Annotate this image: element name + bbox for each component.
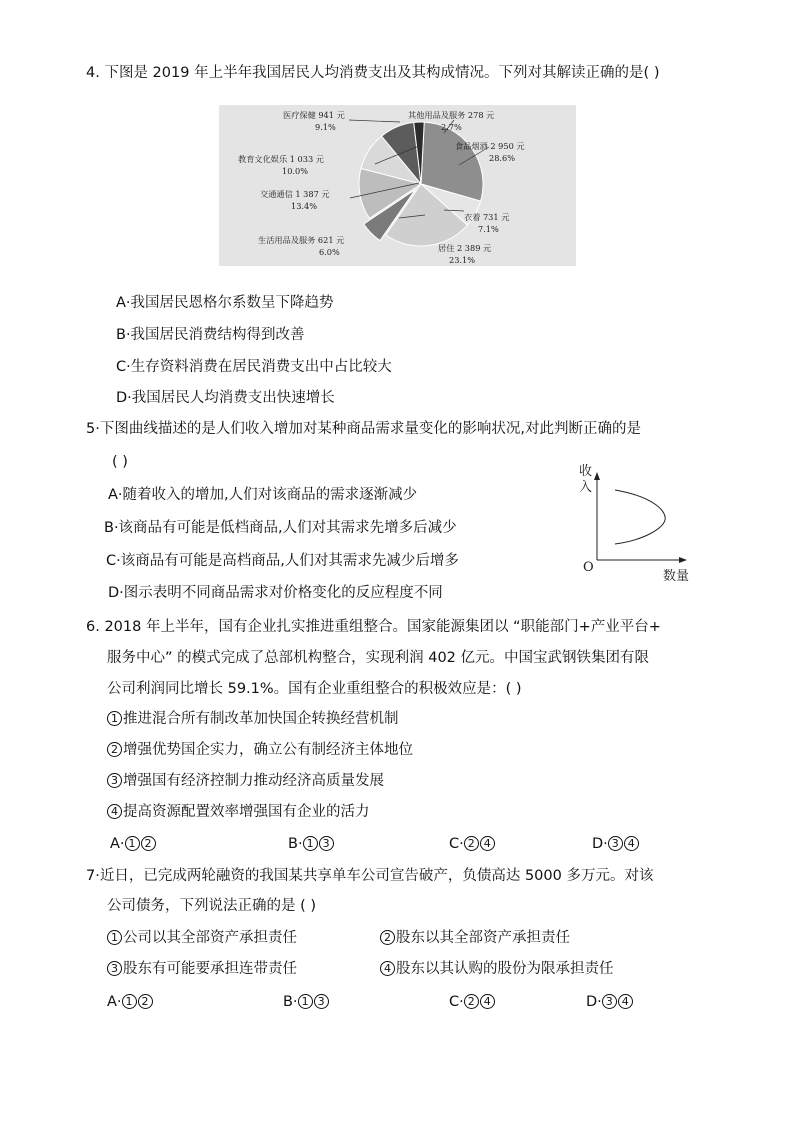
q6-choice-d-letter: D· — [592, 836, 608, 852]
label-clothing-pct: 7.1% — [478, 224, 499, 234]
q5-option-d[interactable]: D·图示表明不同商品需求对价格变化的反应程度不同 — [108, 585, 443, 601]
q6-choice-a-num-1: 1 — [125, 836, 140, 851]
q6-item-2 — [107, 740, 413, 760]
q7-choice-d[interactable] — [586, 992, 634, 1012]
q7-choice-d-letter: D· — [586, 994, 602, 1010]
label-education-pct: 10.0% — [282, 166, 309, 176]
label-other-pct: 2.7% — [441, 122, 462, 132]
consumption-pie-chart — [219, 105, 576, 266]
q6-choice-a-num-2: 2 — [141, 836, 156, 851]
q7-stem-line2: 公司债务，下列说法正确的是 ( ) — [107, 898, 317, 914]
income-demand-graph — [575, 462, 695, 587]
label-clothing-amount: 衣着 731 元 — [464, 212, 510, 222]
q6-item-3-text: 增强国有经济控制力推动经济高质量发展 — [123, 773, 384, 789]
q7-choice-c-num-1: 2 — [464, 994, 479, 1009]
q6-item-1-text: 推进混合所有制改革加快国企转换经营机制 — [123, 711, 399, 727]
q6-choice-a-letter: A· — [110, 836, 125, 852]
x-label: 数量 — [663, 569, 690, 584]
label-transport-pct: 13.4% — [291, 201, 318, 211]
q7-choice-a-num-2: 2 — [138, 994, 153, 1009]
x-axis-arrow — [679, 557, 687, 563]
q7-choice-d-num-2: 4 — [618, 994, 633, 1009]
q7-choice-a[interactable] — [107, 992, 154, 1012]
q7-choice-b-num-2: 3 — [314, 994, 329, 1009]
q7-item-2-text: 股东以其全部资产承担责任 — [396, 930, 570, 946]
q7-item-4-text: 股东以其认购的股份为限承担责任 — [396, 961, 614, 977]
q5-answer-blank[interactable]: ( ) — [112, 454, 128, 470]
q6-choice-d-num-2: 4 — [624, 836, 639, 851]
q4-option-d[interactable]: D·我国居民人均消费支出快速增长 — [116, 390, 335, 406]
label-household-pct: 6.0% — [319, 247, 340, 257]
label-household-amount: 生活用品及服务 621 元 — [258, 235, 345, 245]
q6-item-1-num: 1 — [107, 711, 122, 726]
q5-stem-line1: 5·下图曲线描述的是人们收入增加对某种商品需求量变化的影响状况,对此判断正确的是 — [86, 421, 641, 437]
q7-item-1 — [107, 928, 297, 948]
q6-choice-b-num-1: 1 — [303, 836, 318, 851]
y-label-2: 入 — [579, 480, 593, 495]
q7-choice-b[interactable] — [283, 992, 330, 1012]
q7-choice-b-num-1: 1 — [298, 994, 313, 1009]
label-medical-amount: 医疗保健 941 元 — [283, 110, 345, 120]
demand-curve — [615, 490, 665, 544]
q4-option-a[interactable]: A·我国居民恩格尔系数呈下降趋势 — [116, 295, 334, 311]
q5-option-c[interactable]: C·该商品有可能是高档商品,人们对其需求先减少后增多 — [106, 553, 459, 569]
label-other-amount: 其他用品及服务 278 元 — [408, 110, 495, 120]
q6-item-2-num: 2 — [107, 742, 122, 757]
q6-item-3-num: 3 — [107, 773, 122, 788]
q6-item-4-text: 提高资源配置效率增强国有企业的活力 — [123, 804, 370, 820]
q7-choice-c[interactable] — [449, 992, 496, 1012]
q7-item-3-num: 3 — [107, 961, 122, 976]
q7-item-3-text: 股东有可能要承担连带责任 — [123, 961, 297, 977]
q6-stem-line1: 6. 2018 年上半年，国有企业扎实推进重组整合。国家能源集团以 “职能部门+产业平台+ — [86, 619, 661, 635]
q6-item-3 — [107, 771, 384, 791]
q6-choice-b[interactable] — [288, 834, 335, 854]
q5-option-a[interactable]: A·随着收入的增加,人们对该商品的需求逐渐减少 — [108, 487, 418, 503]
curve-svg — [575, 462, 695, 587]
origin-label: O — [583, 560, 594, 575]
q6-stem-line3: 公司利润同比增长 59.1%。国有企业重组整合的积极效应是：( ) — [107, 681, 522, 697]
pie-svg — [219, 105, 576, 266]
q6-choice-c-num-1: 2 — [464, 836, 479, 851]
q7-item-1-num: 1 — [107, 930, 122, 945]
q6-choice-c[interactable] — [449, 834, 496, 854]
q7-item-2 — [380, 928, 570, 948]
y-label-1: 收 — [579, 464, 593, 479]
label-transport-amount: 交通通信 1 387 元 — [260, 189, 330, 199]
q6-item-2-text: 增强优势国企实力，确立公有制经济主体地位 — [123, 742, 413, 758]
q7-item-4-num: 4 — [380, 961, 395, 976]
q7-item-4 — [380, 959, 614, 979]
q6-choice-b-num-2: 3 — [319, 836, 334, 851]
label-housing-pct: 23.1% — [449, 255, 476, 265]
q6-choice-d-num-1: 3 — [608, 836, 623, 851]
q6-stem-line2: 服务中心” 的模式完成了总部机构整合，实现利润 402 亿元。中国宝武钢铁集团有限 — [107, 650, 650, 666]
q7-choice-d-num-1: 3 — [602, 994, 617, 1009]
q7-item-3 — [107, 959, 297, 979]
q7-choice-b-letter: B· — [283, 994, 298, 1010]
q6-choice-b-letter: B· — [288, 836, 303, 852]
q7-item-2-num: 2 — [380, 930, 395, 945]
q7-stem-line1: 7·近日，已完成两轮融资的我国某共享单车公司宣告破产，负债高达 5000 多万元。对该 — [86, 868, 654, 884]
q4-option-c[interactable]: C·生存资料消费在居民消费支出中占比较大 — [116, 359, 392, 375]
q6-choice-d[interactable] — [592, 834, 640, 854]
q7-item-1-text: 公司以其全部资产承担责任 — [123, 930, 297, 946]
label-food-amount: 食品烟酒 2 950 元 — [455, 141, 525, 151]
q7-choice-c-num-2: 4 — [480, 994, 495, 1009]
q4-stem: 4. 下图是 2019 年上半年我国居民人均消费支出及其构成情况。下列对其解读正确的是( ) — [86, 65, 660, 81]
label-medical-pct: 9.1% — [315, 122, 336, 132]
q6-item-4 — [107, 802, 370, 822]
label-education-amount: 教育文化娱乐 1 033 元 — [238, 154, 324, 164]
q6-item-1 — [107, 709, 399, 729]
q6-choice-a[interactable] — [110, 834, 157, 854]
q4-option-b[interactable]: B·我国居民消费结构得到改善 — [116, 327, 305, 343]
q6-choice-c-letter: C· — [449, 836, 464, 852]
q5-option-b[interactable]: B·该商品有可能是低档商品,人们对其需求先增多后减少 — [104, 520, 457, 536]
q6-item-4-num: 4 — [107, 804, 122, 819]
q6-choice-c-num-2: 4 — [480, 836, 495, 851]
y-axis-arrow — [594, 472, 600, 480]
q7-choice-c-letter: C· — [449, 994, 464, 1010]
label-housing-amount: 居住 2 389 元 — [438, 243, 492, 253]
label-food-pct: 28.6% — [489, 153, 516, 163]
q7-choice-a-num-1: 1 — [122, 994, 137, 1009]
q7-choice-a-letter: A· — [107, 994, 122, 1010]
